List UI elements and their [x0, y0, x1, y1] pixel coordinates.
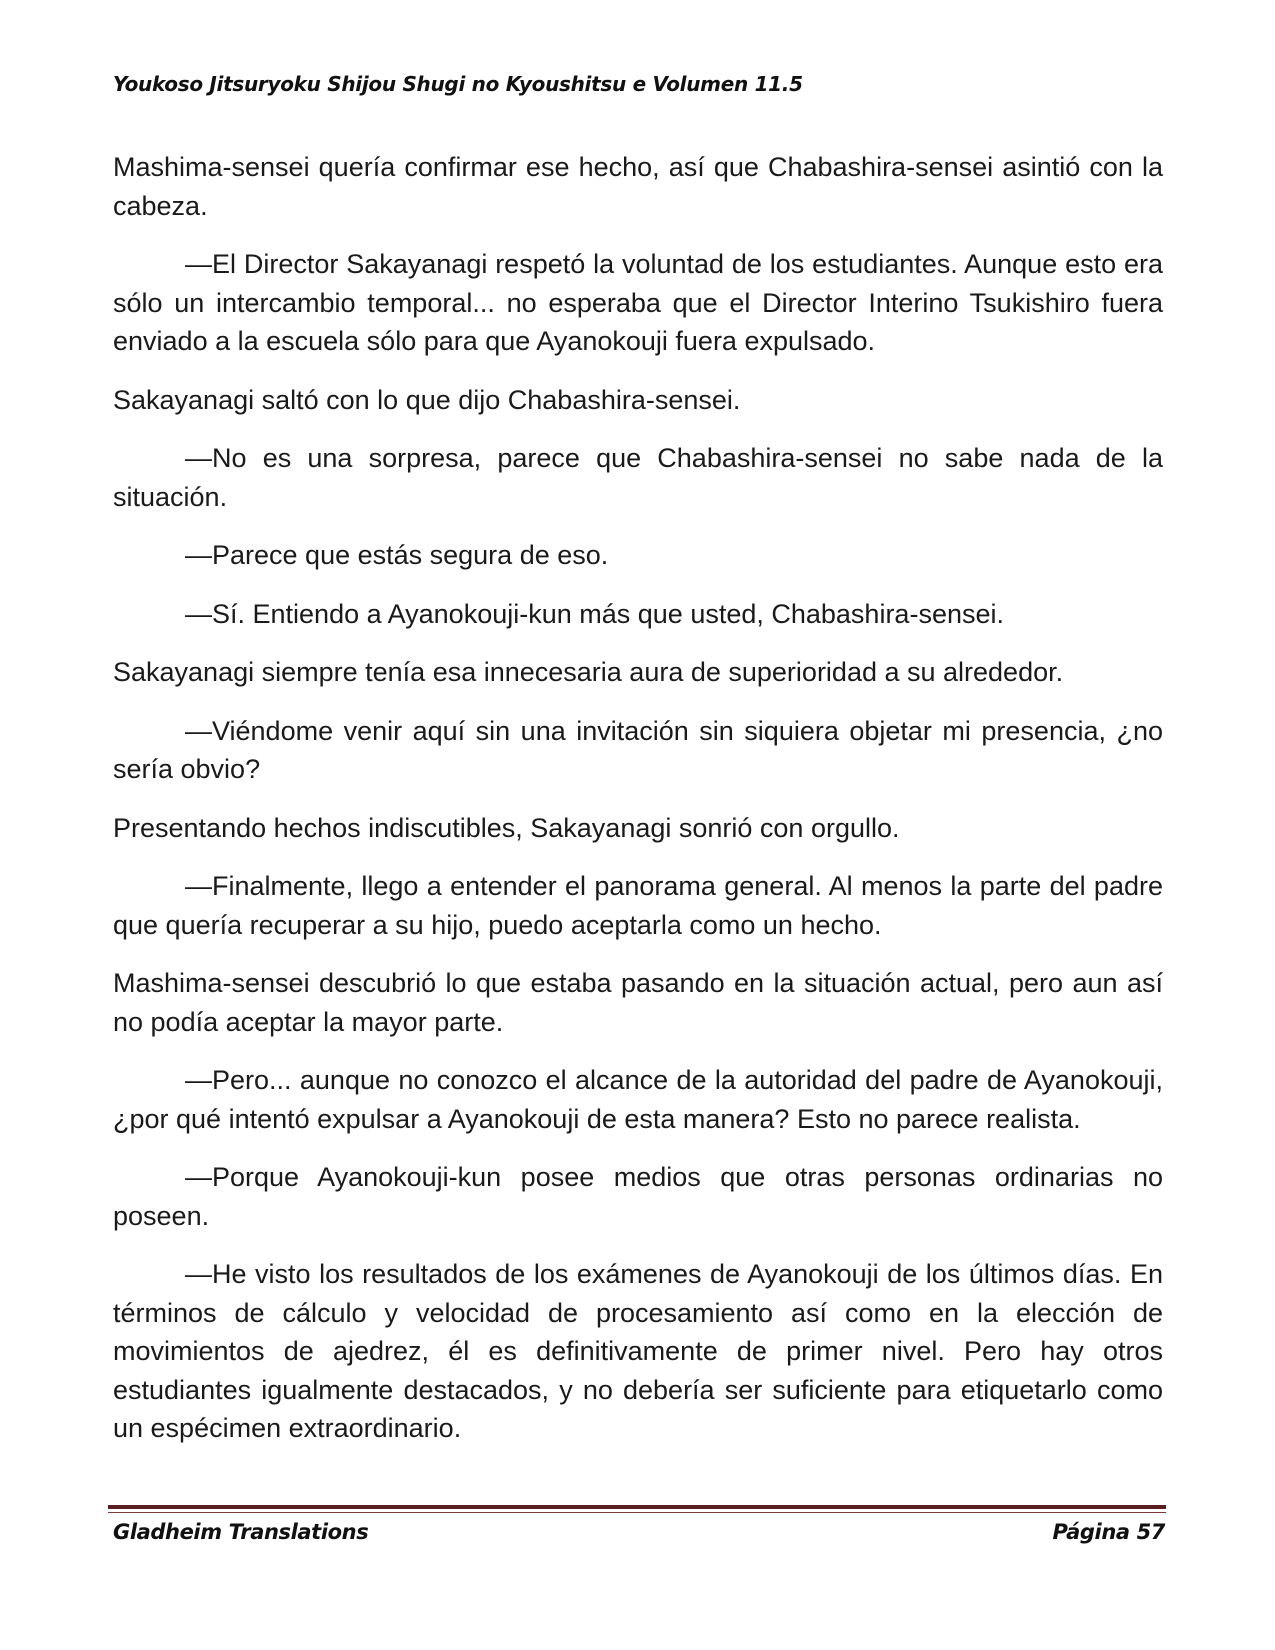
paragraph-dialogue: —Sí. Entiendo a Ayanokouji-kun más que usted, Chabashira-sensei. [185, 598, 1004, 629]
paragraph-dialogue: —No es una sorpresa, parece que Chabashira-sensei no sabe nada de la situación. [113, 443, 1163, 512]
footer-translator-credit: Gladheim Translations [113, 1520, 369, 1544]
paragraph-narration: Sakayanagi saltó con lo que dijo Chabashira-sensei. [113, 384, 741, 415]
paragraph-narration: Mashima-sensei quería confirmar ese hecho, así que Chabashira-sensei asintió con la cabeza. [113, 152, 1163, 221]
body-text [113, 148, 1163, 1468]
footer-page-number: Página 57 [1052, 1520, 1165, 1544]
paragraph-narration: Presentando hechos indiscutibles, Sakayanagi sonrió con orgullo. [113, 812, 900, 843]
footer-divider-thick [108, 1505, 1166, 1509]
footer-divider [108, 1505, 1166, 1514]
paragraph-dialogue: —Porque Ayanokouji-kun posee medios que otras personas ordinarias no poseen. [113, 1162, 1163, 1231]
paragraph-dialogue: —He visto los resultados de los exámenes de Ayanokouji de los últimos días. En términos de cálculo y velocidad de procesamiento así como en la elección de movimientos de ajedrez, él es definitivamente de primer nivel. Pero hay otros estudiantes igualmente destacados, y no debería ser suficiente para etiquetarlo como un espécimen extraordinario. [113, 1259, 1163, 1443]
paragraph-narration: Sakayanagi siempre tenía esa innecesaria aura de superioridad a su alrededor. [113, 657, 1064, 687]
paragraph-dialogue: —Finalmente, llego a entender el panorama general. Al menos la parte del padre que quería recuperar a su hijo, puedo aceptarla como un hecho. [113, 871, 1163, 940]
paragraph-narration: Mashima-sensei descubrió lo que estaba pasando en la situación actual, pero aun así no podía aceptar la mayor parte. [113, 968, 1163, 1037]
page-header-title: Youkoso Jitsuryoku Shijou Shugi no Kyoushitsu e Volumen 11.5 [113, 72, 803, 96]
paragraph-dialogue: —Pero... aunque no conozco el alcance de la autoridad del padre de Ayanokouji, ¿por qué intentó expulsar a Ayanokouji de esta manera? Esto no parece realista. [113, 1065, 1163, 1134]
paragraph-dialogue: —El Director Sakayanagi respetó la voluntad de los estudiantes. Aunque esto era sólo un intercambio temporal... no esperaba que el Director Interino Tsukishiro fuera enviado a la escuela sólo para que Ayanokouji fuera expulsado. [113, 249, 1163, 356]
paragraph-dialogue: —Viéndome venir aquí sin una invitación sin siquiera objetar mi presencia, ¿no sería obvio? [113, 715, 1163, 784]
paragraph-dialogue: —Parece que estás segura de eso. [185, 540, 609, 570]
footer-divider-thin [108, 1512, 1166, 1513]
